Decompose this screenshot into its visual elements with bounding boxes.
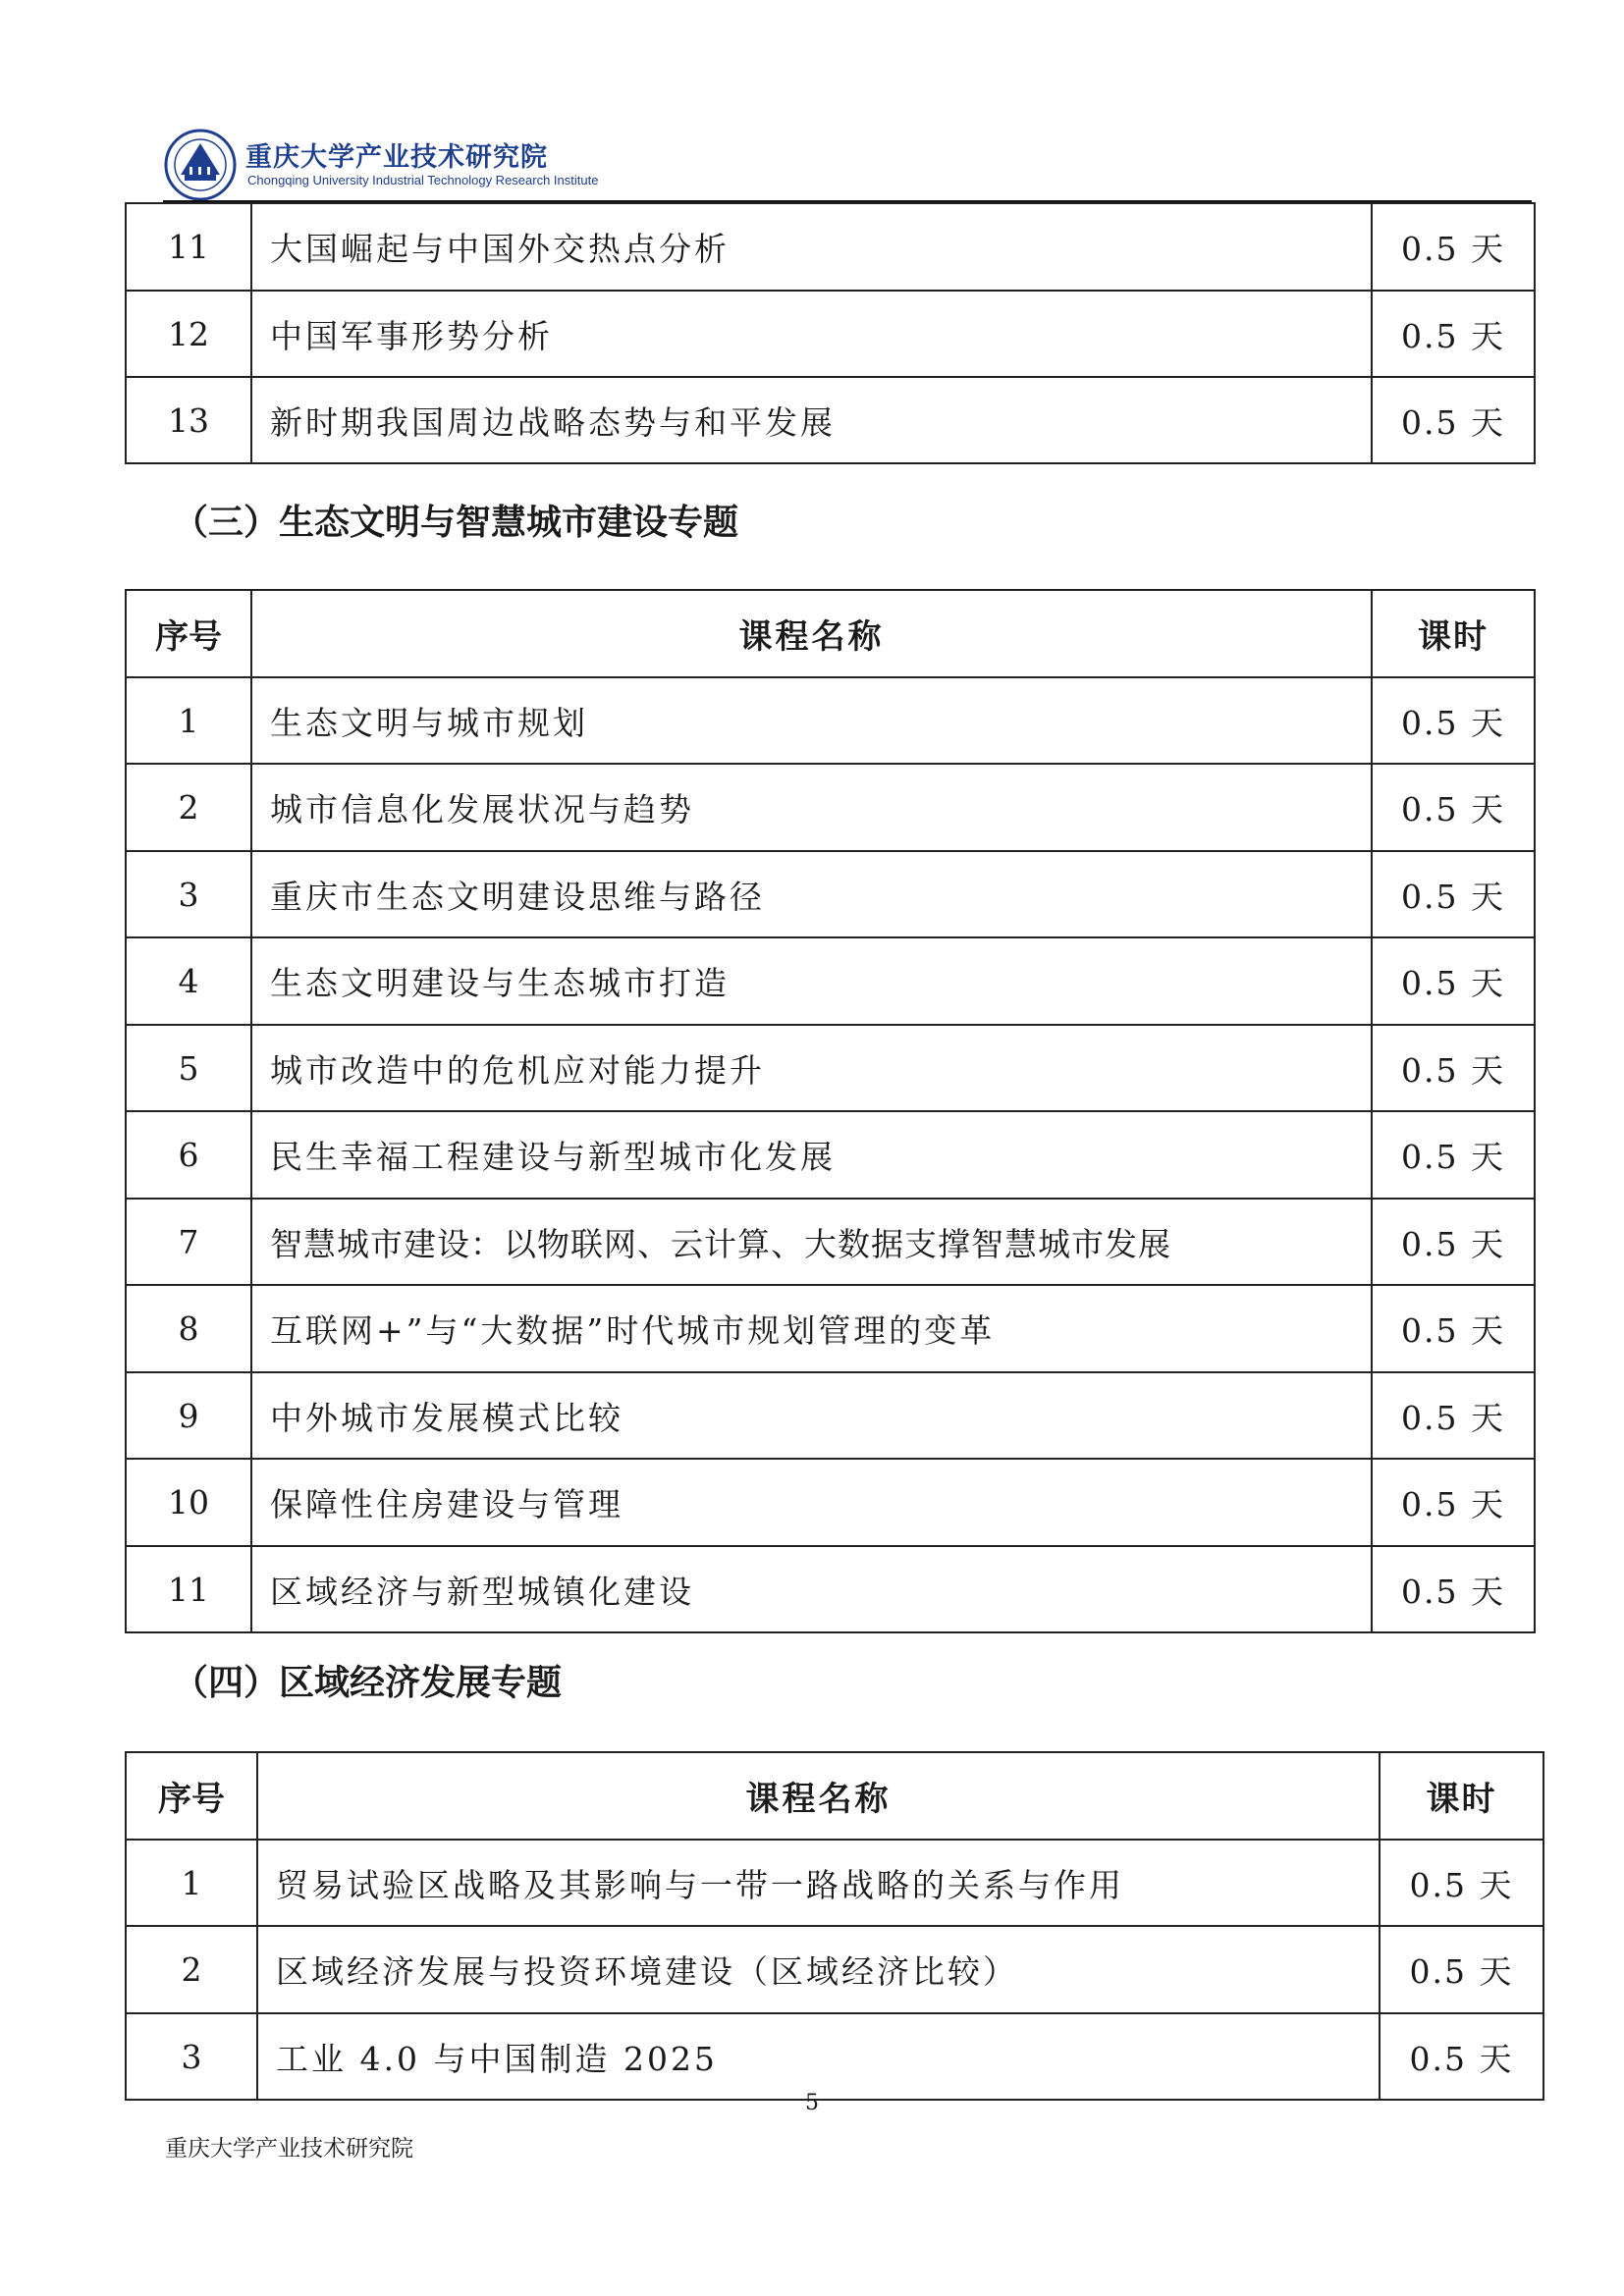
- course-name: 智慧城市建设：以物联网、云计算、大数据支撑智慧城市发展: [251, 1199, 1372, 1285]
- table-row: [126, 851, 1535, 937]
- course-name: 贸易试验区战略及其影响与一带一路战略的关系与作用: [257, 1840, 1380, 1926]
- table-row: [126, 1840, 1543, 1926]
- course-table-section-3: [125, 589, 1536, 1633]
- course-number: 9: [126, 1372, 251, 1459]
- institute-name-en: Chongqing University Industrial Technology Research Institute: [247, 173, 599, 187]
- column-header-name: 课程名称: [251, 590, 1372, 677]
- table-row: [126, 1285, 1535, 1372]
- course-table-continued: [125, 202, 1536, 464]
- table-row: [126, 203, 1535, 291]
- page-header: [163, 124, 1532, 202]
- course-name: 生态文明与城市规划: [251, 677, 1372, 764]
- course-number: 5: [126, 1025, 251, 1111]
- course-table-section-4: [125, 1751, 1544, 2101]
- course-name: 中国军事形势分析: [251, 291, 1372, 377]
- course-name: 新时期我国周边战略态势与和平发展: [251, 377, 1372, 463]
- table-row: [126, 937, 1535, 1025]
- table-header-row: [126, 1752, 1543, 1840]
- course-hours: 0.5 天: [1372, 764, 1535, 851]
- course-name: 中外城市发展模式比较: [251, 1372, 1372, 1459]
- course-name: 互联网+”与“大数据”时代城市规划管理的变革: [251, 1285, 1372, 1372]
- column-header-hours: 课时: [1380, 1752, 1543, 1840]
- course-name: 区域经济与新型城镇化建设: [251, 1546, 1372, 1632]
- course-name: 区域经济发展与投资环境建设（区域经济比较）: [257, 1926, 1380, 2013]
- course-name: 大国崛起与中国外交热点分析: [251, 203, 1372, 291]
- course-number: 4: [126, 937, 251, 1025]
- table-row: [126, 1459, 1535, 1546]
- course-hours: 0.5 天: [1372, 1285, 1535, 1372]
- course-hours: 0.5 天: [1372, 851, 1535, 937]
- course-number: 2: [126, 764, 251, 851]
- course-number: 6: [126, 1111, 251, 1199]
- course-hours: 0.5 天: [1380, 1926, 1543, 2013]
- course-name: 重庆市生态文明建设思维与路径: [251, 851, 1372, 937]
- course-hours: 0.5 天: [1372, 291, 1535, 377]
- course-name: 民生幸福工程建设与新型城市化发展: [251, 1111, 1372, 1199]
- table-row: [126, 677, 1535, 764]
- course-number: 11: [126, 1546, 251, 1632]
- course-number: 13: [126, 377, 251, 463]
- course-hours: 0.5 天: [1372, 1025, 1535, 1111]
- course-number: 3: [126, 2013, 257, 2100]
- course-number: 11: [126, 203, 251, 291]
- table-row: [126, 1025, 1535, 1111]
- table-row: [126, 1199, 1535, 1285]
- table-row: [126, 1926, 1543, 2013]
- column-header-number: 序号: [126, 1752, 257, 1840]
- course-name: 工业 4.0 与中国制造 2025: [257, 2013, 1380, 2100]
- course-hours: 0.5 天: [1380, 1840, 1543, 1926]
- course-number: 12: [126, 291, 251, 377]
- course-number: 3: [126, 851, 251, 937]
- course-hours: 0.5 天: [1372, 1199, 1535, 1285]
- course-name: 城市改造中的危机应对能力提升: [251, 1025, 1372, 1111]
- table-header-row: [126, 590, 1535, 677]
- institute-name-cn: 重庆大学产业技术研究院: [245, 142, 548, 173]
- section-4-heading: （四）区域经济发展专题: [173, 1663, 563, 1703]
- course-number: 8: [126, 1285, 251, 1372]
- course-hours: 0.5 天: [1380, 2013, 1543, 2100]
- course-number: 7: [126, 1199, 251, 1285]
- course-hours: 0.5 天: [1372, 677, 1535, 764]
- course-number: 2: [126, 1926, 257, 2013]
- course-hours: 0.5 天: [1372, 937, 1535, 1025]
- course-number: 1: [126, 1840, 257, 1926]
- course-hours: 0.5 天: [1372, 203, 1535, 291]
- table-row: [126, 1546, 1535, 1632]
- table-row: [126, 2013, 1543, 2100]
- course-name: 保障性住房建设与管理: [251, 1459, 1372, 1546]
- table-row: [126, 291, 1535, 377]
- course-hours: 0.5 天: [1372, 1372, 1535, 1459]
- course-hours: 0.5 天: [1372, 1111, 1535, 1199]
- table-row: [126, 1111, 1535, 1199]
- table-row: [126, 377, 1535, 463]
- course-number: 1: [126, 677, 251, 764]
- column-header-name: 课程名称: [257, 1752, 1380, 1840]
- column-header-number: 序号: [126, 590, 251, 677]
- course-hours: 0.5 天: [1372, 1546, 1535, 1632]
- course-name: 城市信息化发展状况与趋势: [251, 764, 1372, 851]
- course-hours: 0.5 天: [1372, 377, 1535, 463]
- table-row: [126, 764, 1535, 851]
- course-hours: 0.5 天: [1372, 1459, 1535, 1546]
- footer-org: 重庆大学产业技术研究院: [165, 2136, 413, 2162]
- course-number: 10: [126, 1459, 251, 1546]
- section-3-heading: （三）生态文明与智慧城市建设专题: [173, 503, 739, 543]
- table-row: [126, 1372, 1535, 1459]
- course-name: 生态文明建设与生态城市打造: [251, 937, 1372, 1025]
- page-number: 5: [805, 2091, 819, 2115]
- university-seal-icon: [163, 128, 238, 202]
- column-header-hours: 课时: [1372, 590, 1535, 677]
